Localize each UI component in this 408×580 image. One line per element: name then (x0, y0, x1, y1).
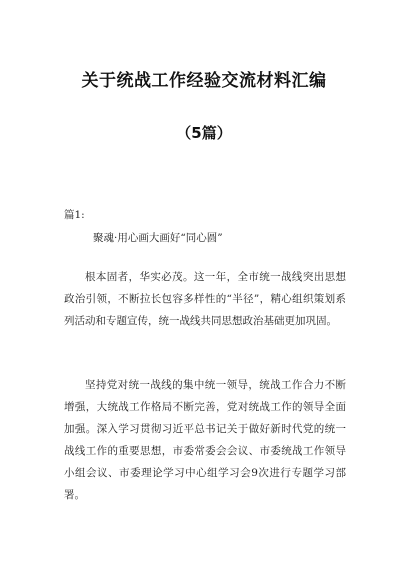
article-heading: 聚魂·用心画大画好“同心圆” (93, 232, 223, 244)
paragraph-2: 坚持党对统一战线的集中统一领导，统战工作合力不断增强，大统战工作格局不断完善，党对统战工作的领导全面加强。深入学习贯彻习近平总书记关于做好新时代党的统一战线工作的重要思想，市委常委会会议、市委统战工作领导小组会议、市委理论学习中心组学习会9次进行专题学习部署。 (64, 379, 346, 501)
document-subtitle: （5篇） (176, 124, 232, 142)
document-title: 关于统战工作经验交流材料汇编 (81, 71, 327, 91)
paragraph-1: 根本固者，华实必茂。这一年，全市统一战线突出思想政治引领，不断拉长包容多样性的“半径”，精心组织策划系列活动和专题宣传，统一战线共同思想政治基础更加巩固。 (64, 271, 346, 327)
section-label: 篇1: (64, 209, 85, 221)
